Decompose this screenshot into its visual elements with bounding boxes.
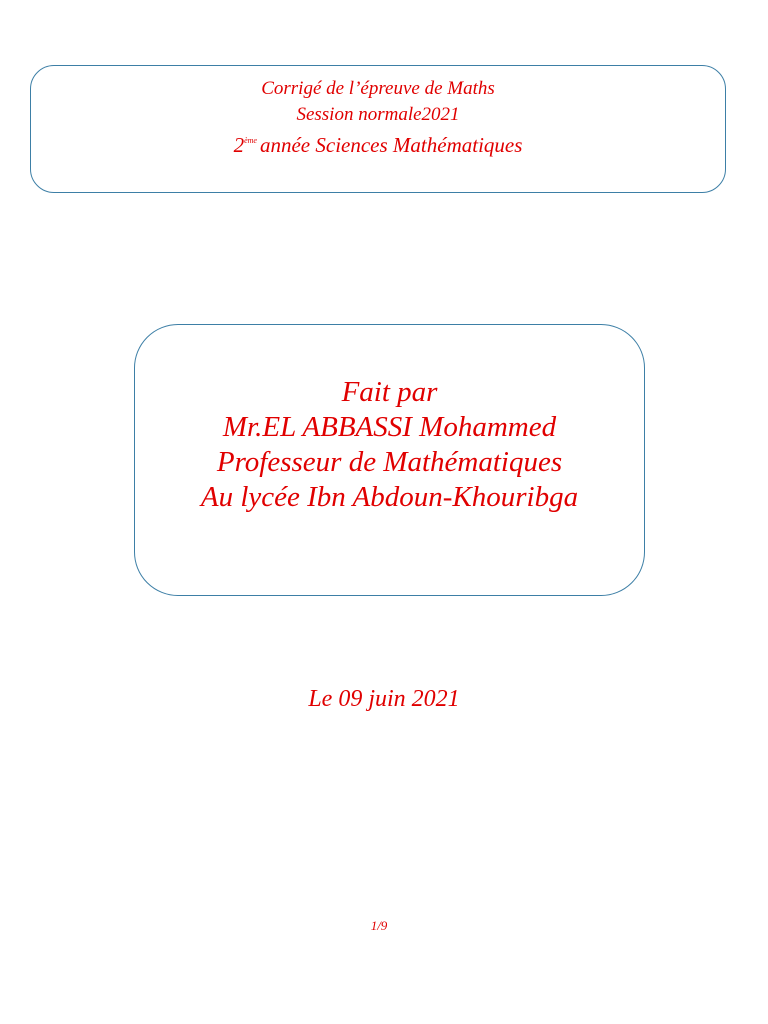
exam-title: Corrigé de l’épreuve de Maths: [261, 78, 495, 99]
grade-track: année Sciences Mathématiques: [259, 133, 523, 157]
author-box: [134, 324, 645, 596]
grade-superscript: ème: [244, 136, 257, 145]
header-box: [30, 65, 726, 193]
author-name: Mr.EL ABBASSI Mohammed: [222, 411, 557, 443]
session-label: Session normale2021: [296, 104, 460, 125]
document-date: Le 09 juin 2021: [308, 686, 460, 712]
made-by-label: Fait par: [341, 376, 438, 408]
author-title: Professeur de Mathématiques: [216, 446, 563, 478]
page-number: 1/9: [370, 918, 388, 933]
author-school: Au lycée Ibn Abdoun-Khouribga: [200, 481, 579, 513]
grade-number: 2: [233, 133, 245, 157]
grade-label: [31, 129, 725, 157]
